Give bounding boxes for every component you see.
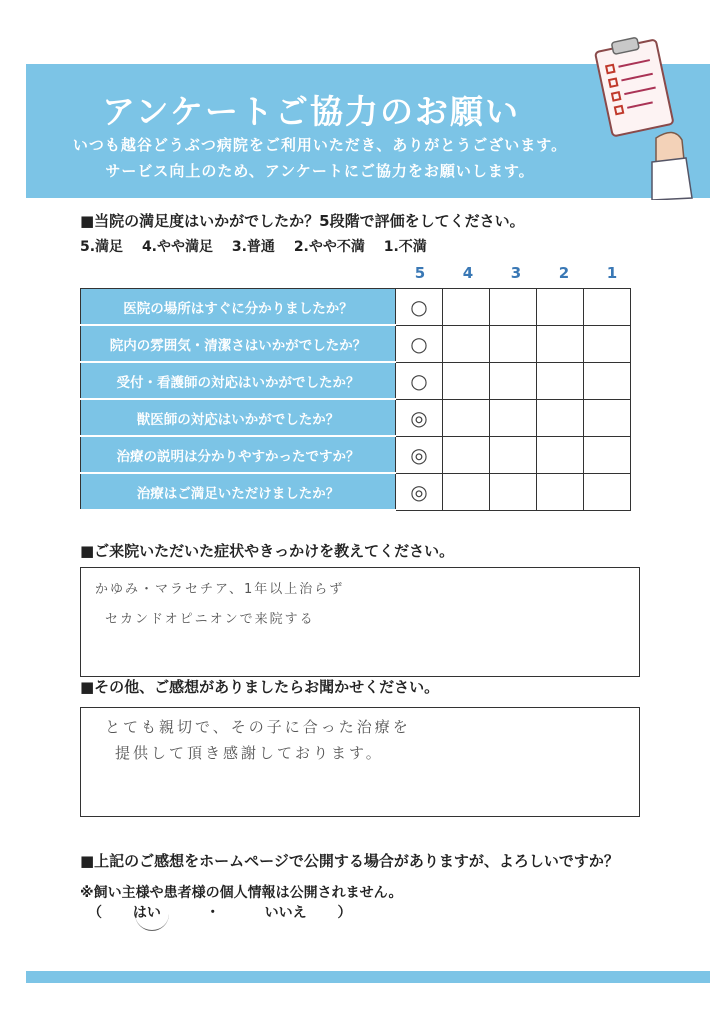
section1-question: ■当院の満足度はいかがでしたか？5段階で評価をしてください。 [80,212,525,230]
table-row [81,399,631,436]
scale-item: 4.やや満足 [141,239,213,255]
rating-cell-4[interactable] [443,325,490,362]
footer-bar [26,971,710,983]
rating-cell-2[interactable] [537,399,584,436]
row-label: 獣医師の対応はいかがでしたか？ [81,399,396,436]
scale-item: 1.不満 [383,239,427,255]
row-label: 治療の説明は分かりやすかったですか？ [81,436,396,473]
rating-cell-3[interactable] [490,473,537,510]
table-row [81,436,631,473]
row-label: 院内の雰囲気・清潔さはいかがでしたか？ [81,325,396,362]
circle-mark: ○ [410,368,428,393]
circle-mark: ○ [410,294,428,319]
rating-cell-2[interactable] [537,473,584,510]
rating-cell-1[interactable] [584,325,631,362]
symptom-answer-box[interactable] [80,567,640,677]
row-label: 受付・看護師の対応はいかがでしたか？ [81,362,396,399]
handwritten-answer-line: セカンドオピニオンで来院する [105,612,315,627]
rating-cell-4[interactable] [443,399,490,436]
table-row [81,289,631,326]
header-subtitle-1: いつも越谷どうぶつ病院をご利用いただき、ありがとうございます。 [72,136,568,154]
rating-cell-1[interactable] [584,473,631,510]
publish-consent-choice [88,902,352,922]
scale-item: 3.普通 [231,239,275,255]
rating-cell-1[interactable] [584,362,631,399]
privacy-note: ※飼い主様や患者様の個人情報は公開されません。 [80,885,403,901]
rating-cell-3[interactable] [490,289,537,326]
table-row [81,362,631,399]
row-label: 医院の場所はすぐに分かりましたか？ [81,289,396,326]
column-header-4: 4 [462,264,474,282]
yes-option[interactable]: はい [132,905,161,921]
rating-cell-4[interactable] [443,436,490,473]
column-header-2: 2 [558,264,570,282]
rating-column-headers [396,264,636,286]
rating-cell-5[interactable] [396,473,443,510]
rating-cell-1[interactable] [584,436,631,473]
table-row [81,325,631,362]
section4-question: ■上記のご感想をホームページで公開する場合がありますが、よろしいですか？ [80,852,619,870]
column-header-3: 3 [510,264,522,282]
double-circle-mark: ◎ [410,405,428,430]
rating-cell-5[interactable] [396,325,443,362]
rating-cell-1[interactable] [584,289,631,326]
rating-cell-2[interactable] [537,325,584,362]
handwritten-answer-line: とても親切で、その子に合った治療を [105,718,411,736]
column-header-1: 1 [606,264,618,282]
rating-cell-3[interactable] [490,436,537,473]
handwritten-answer-line: かゆみ・マラセチア、1年以上治らず [95,582,345,597]
comment-answer-box[interactable] [80,707,640,817]
handwritten-answer-line: 提供して頂き感謝しております。 [115,744,384,762]
double-circle-mark: ◎ [410,479,428,504]
close-paren: ） [337,905,352,921]
rating-cell-5[interactable] [396,362,443,399]
rating-cell-5[interactable] [396,436,443,473]
rating-cell-2[interactable] [537,289,584,326]
rating-cell-3[interactable] [490,325,537,362]
no-option[interactable]: いいえ [264,905,307,921]
page-title: アンケートご協力のお願い [101,92,521,131]
rating-cell-4[interactable] [443,362,490,399]
clipboard-icon [586,30,696,200]
rating-table [80,288,631,511]
rating-cell-3[interactable] [490,399,537,436]
option-separator: ・ [205,905,220,921]
open-paren: （ [88,905,102,921]
section2-question: ■ご来院いただいた症状やきっかけを教えてください。 [80,542,455,560]
rating-cell-2[interactable] [537,436,584,473]
scale-item: 2.やや不満 [293,239,365,255]
row-label: 治療はご満足いただけましたか？ [81,473,396,510]
rating-cell-5[interactable] [396,289,443,326]
table-row [81,473,631,510]
column-header-5: 5 [414,264,426,282]
rating-cell-5[interactable] [396,399,443,436]
header-subtitle-2: サービス向上のため、アンケートにご協力をお願いします。 [105,162,535,180]
section3-question: ■その他、ご感想がありましたらお聞かせください。 [80,678,440,696]
rating-cell-4[interactable] [443,473,490,510]
rating-cell-4[interactable] [443,289,490,326]
rating-cell-2[interactable] [537,362,584,399]
rating-cell-1[interactable] [584,399,631,436]
rating-scale-legend [80,236,441,256]
scale-item: 5.満足 [80,239,124,255]
double-circle-mark: ◎ [410,442,428,467]
circle-mark: ○ [410,331,428,356]
handwritten-circle-stroke [135,912,169,931]
rating-cell-3[interactable] [490,362,537,399]
